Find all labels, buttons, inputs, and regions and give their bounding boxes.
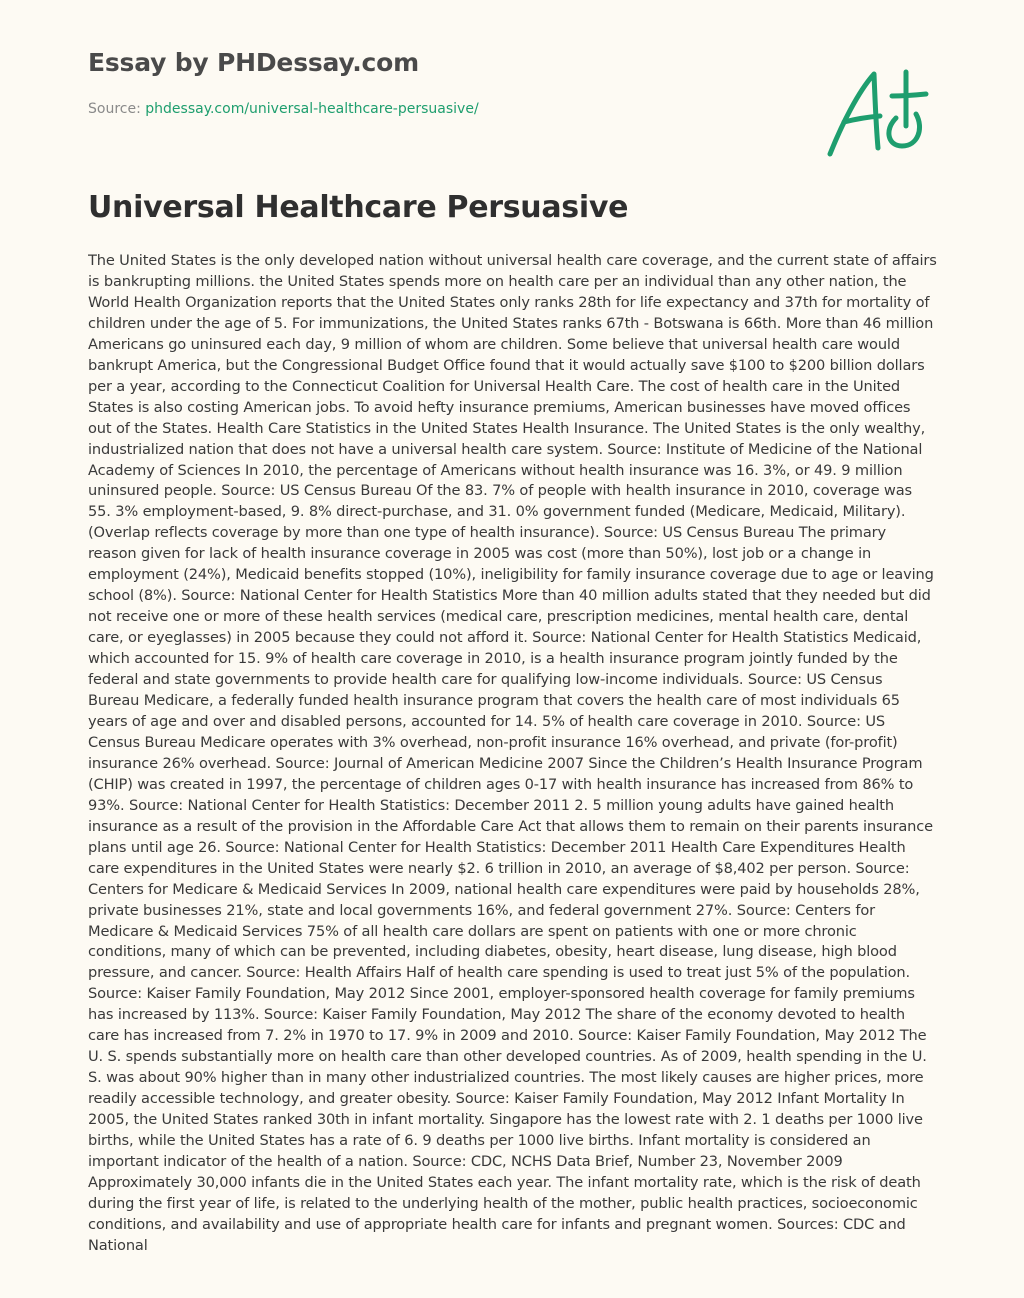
essay-body: The United States is the only developed nation without universal health care coverage, and the current state of affairs is bankrupting millions. the United States spends more on health care per an individual than any other nation, the World Health Organization reports that the United States only ranks 28th for life expectancy and 37th for mortality of children under the age of 5. For immunizations, the United States ranks 67th - Botswana is 66th. More than 46 million Americans go uninsured each day, 9 million of whom are children. Some believe that universal health care would bankrupt America, but the Congressional Budget Office found that it would actually save $100 to $200 billion dollars per a year, according to the Connecticut Coalition for Universal Health Care. The cost of health care in the United States is also costing American jobs. To avoid hefty insurance premiums, American businesses have moved offices out of the States. Health Care Statistics in the United States Health Insurance. The United States is the only wealthy, industrialized nation that does not have a universal health care system. Source: Institute of Medicine of the National Academy of Sciences In 2010, the percentage of Americans without health insurance was 16. 3%, or 49. 9 million uninsured people. Source: US Census Bureau Of the 83. 7% of people with health insurance in 2010, coverage was 55. 3% employment-based, 9. 8% direct-purchase, and 31. 0% government funded (Medicare, Medicaid, Military). (Overlap reflects coverage by more than one type of health insurance). Source: US Census Bureau The primary reason given for lack of health insurance coverage in 2005 was cost (more than 50%), lost job or a change in employment (24%), Medicaid benefits stopped (10%), ineligibility for family insurance coverage due to age or leaving school (8%). Source: National Center for Health Statistics More than 40 million adults stated that they needed but did not receive one or more of these health services (medical care, prescription medicines, mental health care, dental care, or eyeglasses) in 2005 because they could not afford it. Source: National Center for Health Statistics Medicaid, which accounted for 15. 9% of health care coverage in 2010, is a health insurance program jointly funded by the federal and state governments to provide health care for qualifying low-income individuals. Source: US Census Bureau Medicare, a federally funded health insurance program that covers the health care of most individuals 65 years of age and over and disabled persons, accounted for 14. 5% of health care coverage in 2010. Source: US Census Bureau Medicare operates with 3% overhead, non-profit insurance 16% overhead, and private (for-profit) insurance 26% overhead. Source: Journal of American Medicine 2007 Since the Children’s Health Insurance Program (CHIP) was created in 1997, the percentage of children ages 0-17 with health insurance has increased from 86% to 93%. Source: National Center for Health Statistics: December 2011 2. 5 million young adults have gained health insurance as a result of the provision in the Affordable Care Act that allows them to remain on their parents insurance plans until age 26. Source: National Center for Health Statistics: December 2011 Health Care Expenditures Health care expenditures in the United States were nearly $2. 6 trillion in 2010, an average of $8,402 per person. Source: Centers for Medicare & Medicaid Services In 2009, national health care expenditures were paid by households 28%, private businesses 21%, state and local governments 16%, and federal government 27%. Source: Centers for Medicare & Medicaid Services 75% of all health care dollars are spent on patients with one or more chronic conditions, many of which can be prevented, including diabetes, obesity, heart disease, lung disease, high blood pressure, and cancer. Source: Health Affairs Half of health care spending is used to treat just 5% of the population. Source: Kaiser Family Foundation, May 2012 Since 2001, employer-sponsored health coverage for family premiums has increased by 113%. Source: Kaiser Family Foundation, May 2012 The share of the economy devoted to health care has increased from 7. 2% in 1970 to 17. 9% in 2009 and 2010. Source: Kaiser Family Foundation, May 2012 The U. S. spends substantially more on health care than other developed countries. As of 2009, health spending in the U. S. was about 90% higher than in many other industrialized countries. The most likely causes are higher prices, more readily accessible technology, and greater obesity. Source: Kaiser Family Foundation, May 2012 Infant Mortality In 2005, the United States ranked 30th in infant mortality. Singapore has the lowest rate with 2. 1 deaths per 1000 live births, while the United States has a rate of 6. 9 deaths per 1000 live births. Infant mortality is considered an important indicator of the health of a nation. Source: CDC, NCHS Data Brief, Number 23, November 2009 Approximately 30,000 infants die in the United States each year. The infant mortality rate, which is the risk of death during the first year of life, is related to the underlying health of the mother, public health practices, socioeconomic conditions, and availability and use of appropriate health care for infants and pregnant women. Sources: CDC and National [88,252,937,1254]
site-brand: Essay by PHDessay.com [88,48,419,77]
source-line [88,101,479,117]
a-plus-grade-icon [822,64,934,164]
source-label: Source: [88,101,141,117]
page-title: Universal Healthcare Persuasive [88,190,629,225]
source-link[interactable]: phdessay.com/universal-healthcare-persuasive/ [145,101,479,117]
